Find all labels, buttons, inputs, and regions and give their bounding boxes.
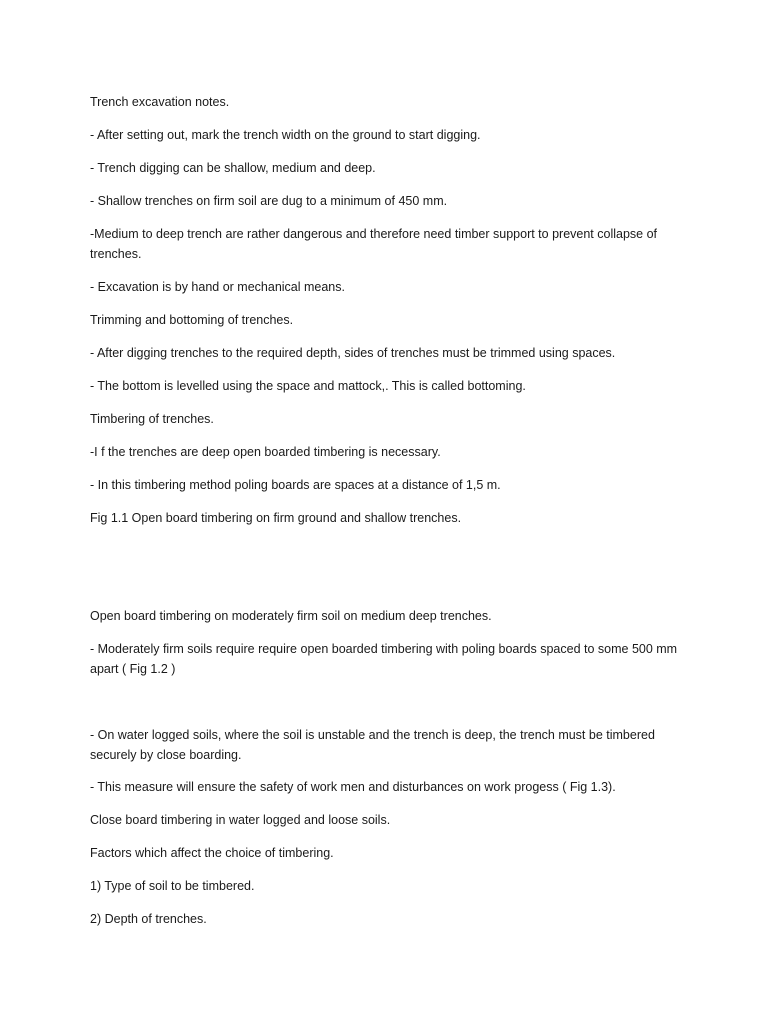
paragraph: - Shallow trenches on firm soil are dug to a minimum of 450 mm.: [90, 194, 448, 208]
figure-caption: Fig 1.1 Open board timbering on firm ground and shallow trenches.: [90, 511, 462, 525]
list-item: 1) Type of soil to be timbered.: [90, 879, 255, 893]
paragraph: - In this timbering method poling boards are spaces at a distance of 1,5 m.: [90, 478, 501, 492]
section-heading: Trimming and bottoming of trenches.: [90, 313, 294, 327]
section-heading: Factors which affect the choice of timbering.: [90, 846, 334, 860]
paragraph: - On water logged soils, where the soil is unstable and the trench is deep, the trench must be timbered securely by close boarding.: [90, 728, 655, 762]
paragraph: - Excavation is by hand or mechanical means.: [90, 280, 345, 294]
section-heading: Close board timbering in water logged and loose soils.: [90, 813, 391, 827]
paragraph: - Trench digging can be shallow, medium and deep.: [90, 161, 376, 175]
paragraph: - Moderately firm soils require require open boarded timbering with poling boards spaced to some 500 mm apart ( Fig 1.2 ): [90, 642, 678, 676]
list-item: 2) Depth of trenches.: [90, 912, 207, 926]
section-heading: Timbering of trenches.: [90, 412, 214, 426]
paragraph: - The bottom is levelled using the space and mattock,. This is called bottoming.: [90, 379, 526, 393]
paragraph: -Medium to deep trench are rather dangerous and therefore need timber support to prevent collapse of trenches.: [90, 227, 658, 261]
paragraph: - After setting out, mark the trench width on the ground to start digging.: [90, 128, 481, 142]
paragraph: -I f the trenches are deep open boarded timbering is necessary.: [90, 445, 441, 459]
paragraph: - This measure will ensure the safety of work men and disturbances on work progess ( Fig 1.3).: [90, 780, 616, 794]
paragraph: - After digging trenches to the required depth, sides of trenches must be trimmed using spaces.: [90, 346, 616, 360]
section-heading: Open board timbering on moderately firm soil on medium deep trenches.: [90, 609, 492, 623]
paragraph-title: Trench excavation notes.: [90, 95, 230, 109]
